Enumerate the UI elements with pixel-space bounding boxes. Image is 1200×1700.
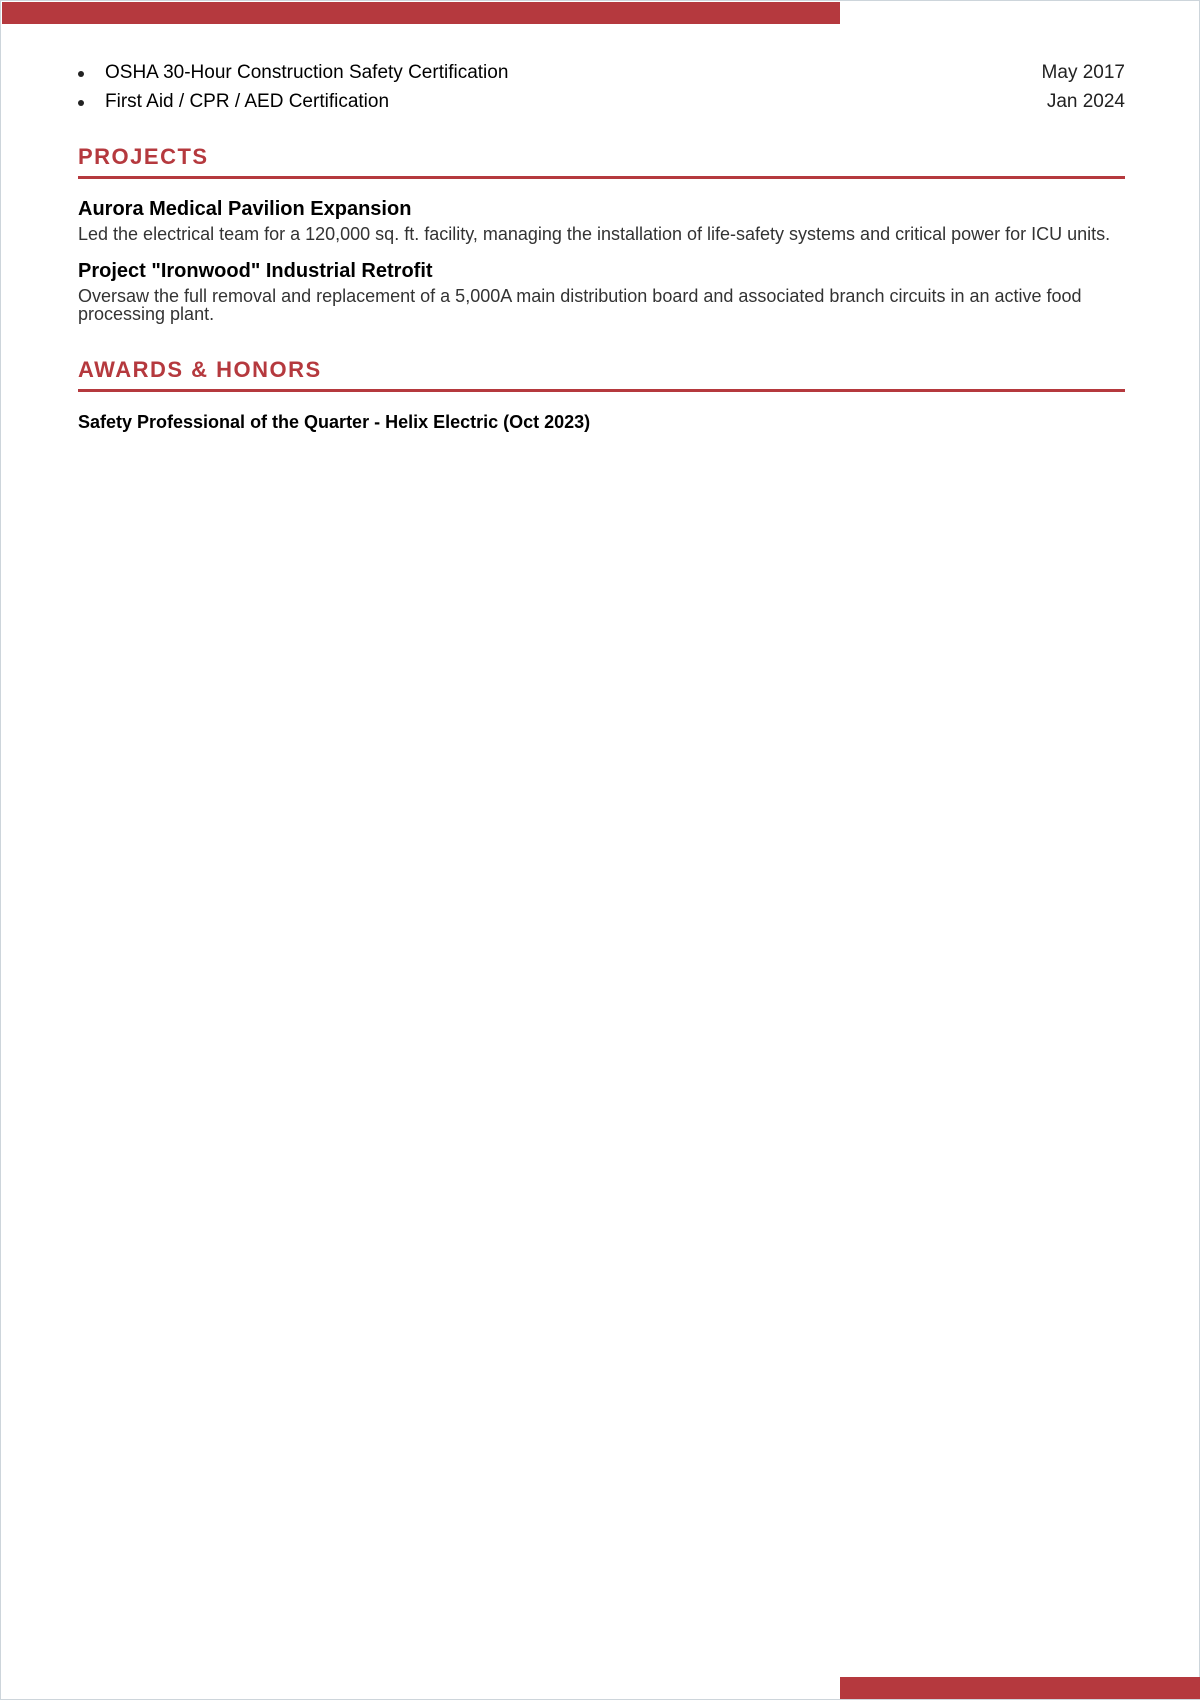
projects-heading: PROJECTS — [78, 144, 1125, 179]
page-content — [78, 61, 1125, 433]
certification-name: OSHA 30-Hour Construction Safety Certification — [105, 62, 509, 83]
project-name: Aurora Medical Pavilion Expansion — [78, 198, 412, 220]
project-name: Project "Ironwood" Industrial Retrofit — [78, 260, 433, 282]
project-item — [78, 259, 1125, 323]
project-description: Led the electrical team for a 120,000 sq. ft. facility, managing the installation of life-safety systems and critical power for ICU units. — [78, 224, 1111, 244]
bottom-accent-bar — [840, 1677, 1200, 1699]
bullet-icon — [78, 100, 84, 106]
award-item: Safety Professional of the Quarter - Helix Electric (Oct 2023) — [78, 412, 591, 432]
top-accent-bar — [2, 2, 840, 24]
certifications-list — [78, 61, 1125, 119]
certification-item — [78, 90, 1125, 119]
certification-date: May 2017 — [1041, 62, 1125, 83]
bullet-icon — [78, 71, 84, 77]
awards-heading: AWARDS & HONORS — [78, 357, 1125, 392]
project-description: Oversaw the full removal and replacement of a 5,000A main distribution board and associated branch circuits in an active food processing plant. — [78, 286, 1082, 324]
certification-item — [78, 61, 1125, 90]
certification-date: Jan 2024 — [1046, 91, 1125, 112]
certification-name: First Aid / CPR / AED Certification — [105, 91, 390, 112]
project-item — [78, 197, 1125, 243]
